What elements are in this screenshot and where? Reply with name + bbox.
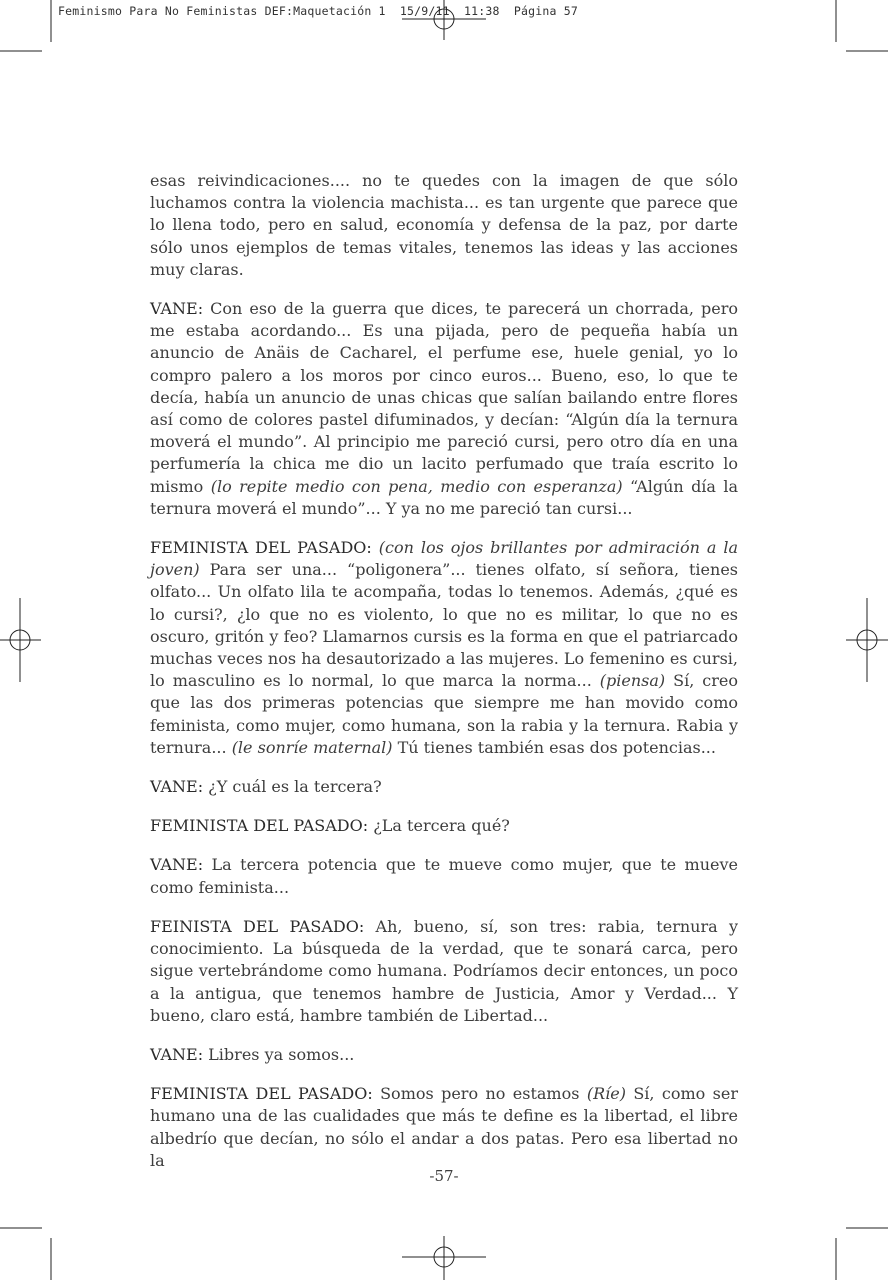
- dialogue-text: Tú tienes también esas dos potencias...: [392, 737, 716, 757]
- speaker-name: FEMINISTA DEL PASADO:: [150, 538, 372, 558]
- paragraph: [150, 916, 738, 1027]
- dialogue-text: ¿La tercera qué?: [368, 816, 510, 836]
- page-number: -57-: [429, 1167, 459, 1185]
- dialogue-text: Sí, como ser humano una de las cualidades que más te define es la libertad, el libre albedrío que decían, no sólo el andar a dos patas. Pero esa libertad no la: [150, 1084, 738, 1170]
- dialogue-text: Con eso de la guerra que dices, te parecerá un chorrada, pero me estaba acordando... Es una pijada, pero de pequeña había un anuncio de Anäis de Cacharel, el perfume ese, huele genial, yo lo compro palero a los moros por cinco euros... Bueno, eso, lo que te decía, había un anuncio de unas chicas que salían bailando entre flores así como de colores pastel difuminados, y decían: “Algún día la ternura moverá el mundo”. Al principio me pareció cursi, pero otro día en una perfumería la chica me dio un lacito perfumado que traía escrito lo mismo: [150, 299, 738, 496]
- paragraph: [150, 298, 738, 520]
- stage-direction: (lo repite medio con pena, medio con esperanza): [210, 476, 623, 496]
- dialogue-text: Sí, creo que las dos primeras potencias que siempre me han movido como feminista, como mujer, como humana, son la rabia y la ternura. Rabia y ternura...: [150, 671, 739, 757]
- paragraph: [150, 537, 738, 759]
- stage-direction: (le sonríe maternal): [231, 737, 393, 757]
- speaker-name: VANE:: [150, 299, 204, 319]
- dialogue-text: Libres ya somos...: [203, 1044, 355, 1064]
- speaker-name: FEMINISTA DEL PASADO:: [150, 1084, 373, 1104]
- speaker-name: VANE:: [150, 855, 204, 875]
- speaker-name: FEINISTA DEL PASADO:: [150, 916, 365, 936]
- paragraph: [150, 815, 738, 837]
- paragraph: [150, 170, 738, 281]
- slug-line: Feminismo Para No Feministas DEF:Maquetación 1 15/9/11 11:38 Página 57: [58, 4, 579, 18]
- speaker-name: VANE:: [150, 777, 204, 797]
- paragraph: [150, 854, 738, 898]
- dialogue-text: “Algún día la ternura moverá el mundo”... Y ya no me pareció tan cursi...: [150, 476, 739, 518]
- dialogue-text: [372, 538, 379, 557]
- speaker-name: FEMINISTA DEL PASADO:: [150, 816, 369, 836]
- dialogue-text: Ah, bueno, sí, son tres: rabia, ternura y conocimiento. La búsqueda de la verdad, que te sonará carca, pero sigue vertebrándome como humana. Podríamos decir entonces, un poco a la antigua, que tenemos hambre de Justicia, Amor y Verdad... Y bueno, claro está, hambre también de Libertad...: [150, 916, 739, 1025]
- dialogue-text: Somos pero no estamos: [372, 1084, 587, 1104]
- dialogue-text: ¿Y cuál es la tercera?: [203, 777, 382, 797]
- paragraph: [150, 1083, 738, 1172]
- speaker-name: VANE:: [150, 1044, 204, 1064]
- paragraph: [150, 1044, 738, 1066]
- dialogue-text: La tercera potencia que te mueve como mujer, que te mueve como feminista...: [150, 855, 738, 897]
- paragraph: [150, 776, 738, 798]
- stage-direction: (con los ojos brillantes por admiración a la joven): [150, 538, 739, 580]
- stage-direction: (Ríe): [586, 1084, 626, 1104]
- dialogue-text: Para ser una... “poligonera”... tienes olfato, sí señora, tienes olfato... Un olfato lila te acompaña, todas lo tenemos. Además, ¿qué es lo cursi?, ¿lo que no es violento, lo que no es militar, lo que no es oscuro, gritón y feo? Llamarnos cursis es la forma en que el patriarcado muchas veces nos ha desautorizado a las mujeres. Lo femenino es cursi, lo masculino es lo normal, lo que marca la norma...: [150, 560, 738, 691]
- stage-direction: (piensa): [599, 671, 666, 691]
- dialogue-text: esas reivindicaciones.... no te quedes con la imagen de que sólo luchamos contra la violencia machista... es tan urgente que parece que lo llena todo, pero en salud, economía y defensa de la paz, por darte sólo unos ejemplos de temas vitales, tenemos las ideas y las acciones muy claras.: [150, 171, 738, 279]
- body-text: [150, 170, 738, 1189]
